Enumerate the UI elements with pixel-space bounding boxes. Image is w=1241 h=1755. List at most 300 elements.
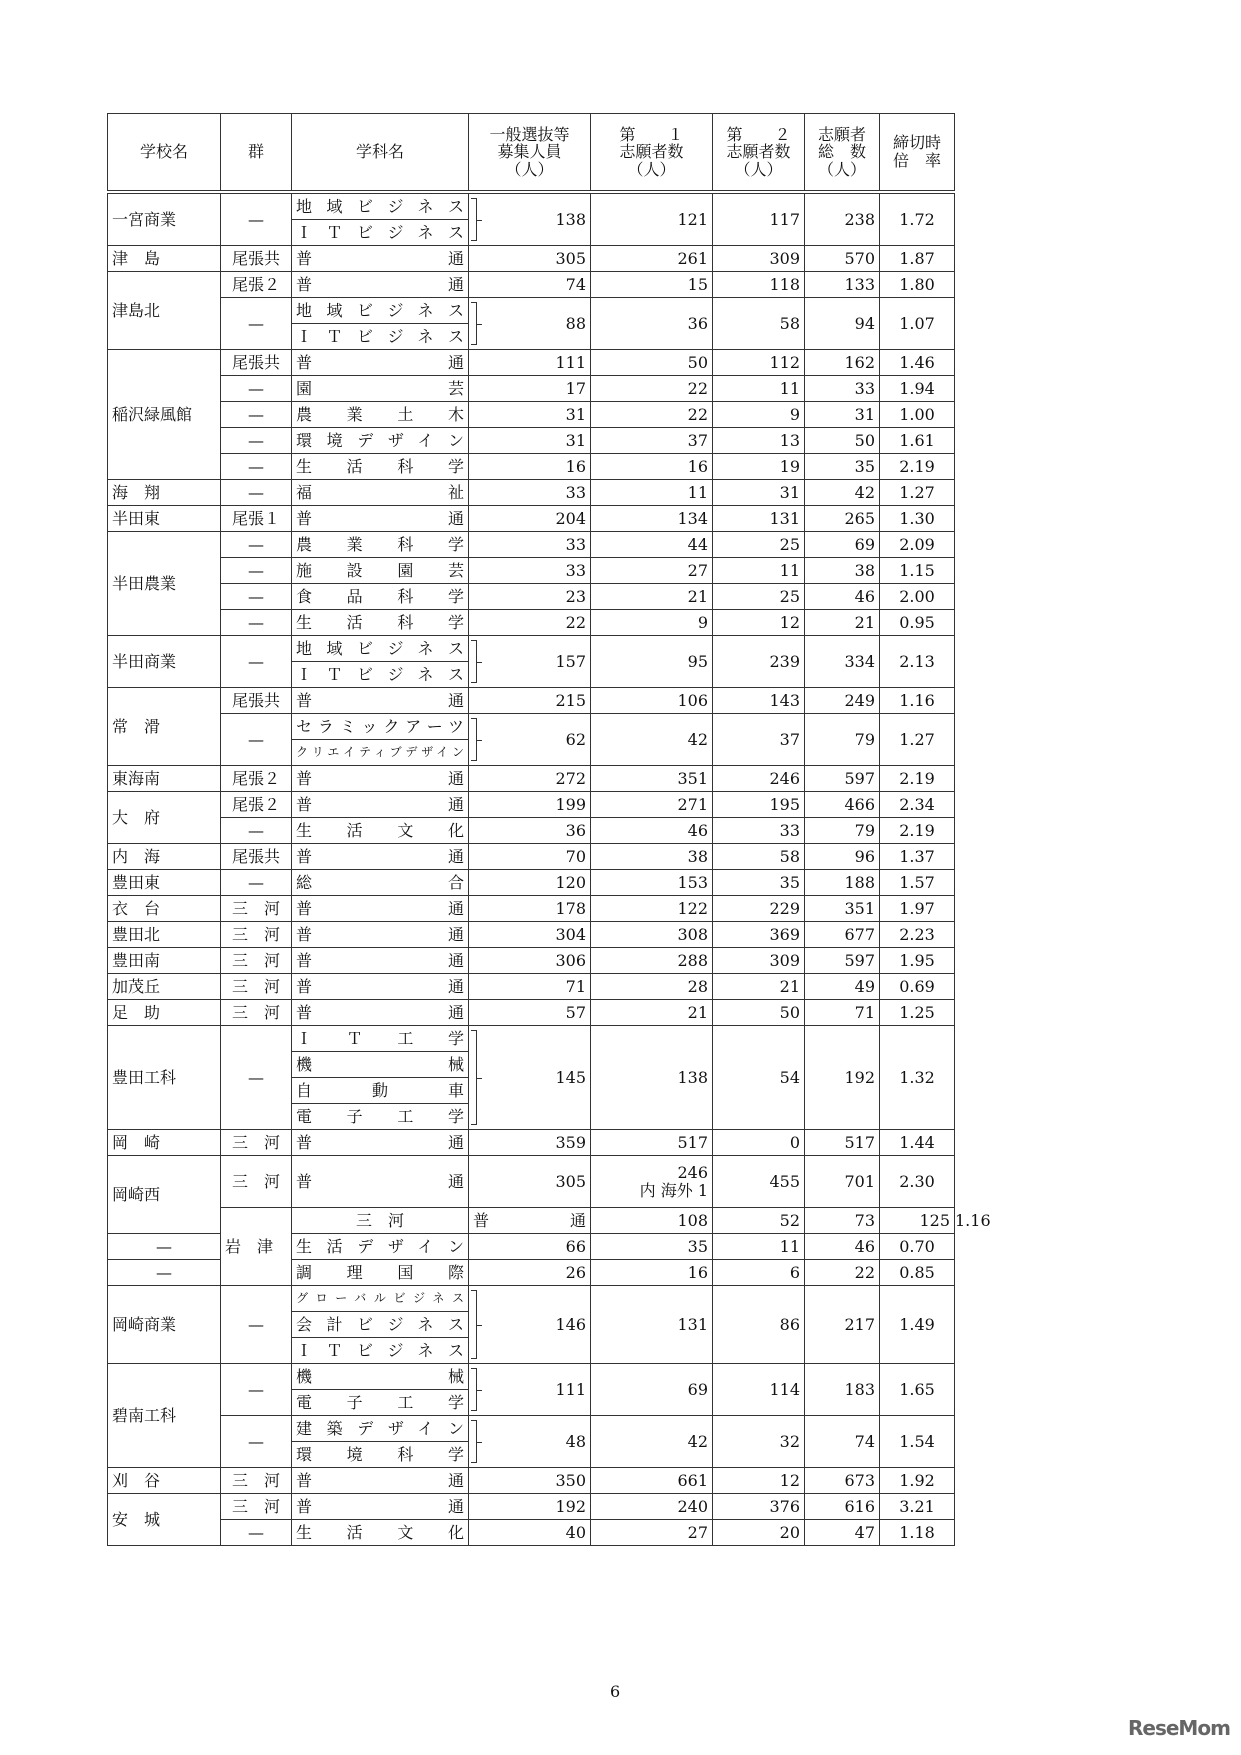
group-cell: — xyxy=(221,532,292,558)
recruit-count: 304 xyxy=(469,922,591,948)
second-choice-count: 246 xyxy=(713,766,805,792)
table-row xyxy=(108,610,955,636)
application-ratio: 1.95 xyxy=(880,948,955,974)
school-name: 津島北 xyxy=(108,272,221,350)
subject-cell: 普通 xyxy=(292,792,469,818)
second-choice-count: 32 xyxy=(713,1416,805,1468)
total-applicants: 69 xyxy=(805,532,880,558)
subject-cell: 生活デザイン xyxy=(292,1234,469,1260)
recruit-count: 350 xyxy=(469,1468,591,1494)
application-ratio: 3.21 xyxy=(880,1494,955,1520)
total-applicants: 673 xyxy=(805,1468,880,1494)
subject-cell: 普通 xyxy=(292,506,469,532)
group-cell: 三 河 xyxy=(221,1130,292,1156)
school-name: 岩 津 xyxy=(221,1208,292,1286)
first-choice-count: 517 xyxy=(591,1130,713,1156)
table-row xyxy=(108,818,955,844)
group-cell: — xyxy=(221,454,292,480)
header-subject xyxy=(292,114,469,193)
school-name: 海 翔 xyxy=(108,480,221,506)
school-name: 大 府 xyxy=(108,792,221,844)
total-applicants: 79 xyxy=(805,818,880,844)
total-applicants: 701 xyxy=(805,1156,880,1208)
school-name: 内 海 xyxy=(108,844,221,870)
header-label: 総 数 xyxy=(817,142,866,162)
subject-cell: 農業科学 xyxy=(292,532,469,558)
total-applicants: 217 xyxy=(805,1286,880,1364)
first-choice-count: 46 xyxy=(591,818,713,844)
recruit-count: 145 xyxy=(469,1026,591,1130)
subject-cell: 機械 xyxy=(292,1364,469,1390)
school-name: 東海南 xyxy=(108,766,221,792)
second-choice-count: 112 xyxy=(713,350,805,376)
table-row xyxy=(108,636,955,662)
first-choice-count: 15 xyxy=(591,272,713,298)
group-cell: 尾張２ xyxy=(221,792,292,818)
subject-cell: 普通 xyxy=(292,844,469,870)
table-row xyxy=(108,844,955,870)
first-choice-count: 121 xyxy=(591,192,713,246)
total-applicants: 38 xyxy=(805,558,880,584)
group-cell: 三 河 xyxy=(221,1468,292,1494)
second-choice-count: 12 xyxy=(713,1468,805,1494)
header-group xyxy=(221,114,292,193)
application-ratio: 1.18 xyxy=(880,1520,955,1546)
second-choice-count: 309 xyxy=(713,246,805,272)
total-applicants: 35 xyxy=(805,454,880,480)
first-choice-count: 131 xyxy=(591,1286,713,1364)
subject-cell: ＩＴビジネス xyxy=(292,662,469,688)
application-ratio: 1.92 xyxy=(880,1468,955,1494)
first-choice-count: 106 xyxy=(591,688,713,714)
group-cell: 三 河 xyxy=(292,1208,469,1234)
second-choice-count: 50 xyxy=(713,1000,805,1026)
second-choice-count: 239 xyxy=(713,636,805,688)
group-cell: 尾張２ xyxy=(221,766,292,792)
total-applicants: 188 xyxy=(805,870,880,896)
header-label: 学科名 xyxy=(355,142,404,162)
recruit-count: 215 xyxy=(469,688,591,714)
total-applicants: 597 xyxy=(805,948,880,974)
second-choice-count: 13 xyxy=(713,428,805,454)
second-choice-count: 11 xyxy=(713,558,805,584)
total-applicants: 133 xyxy=(805,272,880,298)
application-ratio: 2.34 xyxy=(880,792,955,818)
table-row xyxy=(108,246,955,272)
group-cell: — xyxy=(221,818,292,844)
school-name: 半田商業 xyxy=(108,636,221,688)
recruit-count: 33 xyxy=(469,558,591,584)
first-choice-note: 内 海外 1 xyxy=(639,1180,708,1200)
header-label: （人） xyxy=(505,159,554,179)
subject-cell: 普通 xyxy=(292,766,469,792)
total-applicants: 334 xyxy=(805,636,880,688)
recruit-count: 305 xyxy=(469,1156,591,1208)
first-choice-count: 36 xyxy=(591,298,713,350)
group-cell: 尾張２ xyxy=(221,272,292,298)
school-name: 衣 台 xyxy=(108,896,221,922)
subject-cell: 生活文化 xyxy=(292,818,469,844)
recruit-count: 57 xyxy=(469,1000,591,1026)
group-cell: 三 河 xyxy=(221,1494,292,1520)
subject-cell: 普通 xyxy=(292,246,469,272)
header-label: （人） xyxy=(627,159,676,179)
second-choice-count: 58 xyxy=(713,298,805,350)
group-cell: — xyxy=(221,558,292,584)
second-choice-count: 19 xyxy=(713,454,805,480)
first-choice-value: 246 xyxy=(677,1162,708,1182)
table-row xyxy=(108,1364,955,1390)
application-ratio: 2.30 xyxy=(880,1156,955,1208)
table-row xyxy=(108,766,955,792)
subject-cell: グローバルビジネス xyxy=(292,1286,469,1312)
second-choice-count: 25 xyxy=(713,532,805,558)
application-ratio: 1.46 xyxy=(880,350,955,376)
first-choice-count: 37 xyxy=(591,428,713,454)
application-ratio: 1.87 xyxy=(880,246,955,272)
total-applicants: 96 xyxy=(805,844,880,870)
second-choice-count: 37 xyxy=(713,714,805,766)
total-applicants: 162 xyxy=(805,350,880,376)
school-name: 岡崎商業 xyxy=(108,1286,221,1364)
total-applicants: 21 xyxy=(805,610,880,636)
group-cell: — xyxy=(108,1260,221,1286)
table-row xyxy=(108,1000,955,1026)
recruit-count: 31 xyxy=(469,428,591,454)
first-choice-count: 21 xyxy=(591,1000,713,1026)
total-applicants: 616 xyxy=(805,1494,880,1520)
group-cell: — xyxy=(221,298,292,350)
header-label: （人） xyxy=(734,159,783,179)
first-choice-count: 261 xyxy=(591,246,713,272)
header-label: 第 １ xyxy=(619,124,684,144)
subject-cell: 自動車 xyxy=(292,1078,469,1104)
first-choice-count: 38 xyxy=(591,844,713,870)
header-label: 一般選抜等 xyxy=(489,124,570,144)
second-choice-count: 455 xyxy=(713,1156,805,1208)
recruit-count: 62 xyxy=(469,714,591,766)
subject-cell: 地域ビジネス xyxy=(292,192,469,220)
header-school xyxy=(108,114,221,193)
table-row xyxy=(108,1026,955,1052)
group-cell: — xyxy=(221,192,292,246)
table-row xyxy=(108,1416,955,1442)
school-name: 半田東 xyxy=(108,506,221,532)
recruit-count: 26 xyxy=(469,1260,591,1286)
recruit-count: 178 xyxy=(469,896,591,922)
group-cell: — xyxy=(221,376,292,402)
application-ratio: 0.70 xyxy=(880,1234,955,1260)
first-choice-count: 95 xyxy=(591,636,713,688)
subject-cell: 農業土木 xyxy=(292,402,469,428)
recruit-count: 48 xyxy=(469,1416,591,1468)
group-cell: — xyxy=(221,870,292,896)
subject-cell: 普通 xyxy=(292,688,469,714)
subject-cell: 普通 xyxy=(292,1494,469,1520)
second-choice-count: 11 xyxy=(713,1234,805,1260)
total-applicants: 351 xyxy=(805,896,880,922)
application-ratio: 1.30 xyxy=(880,506,955,532)
subject-cell: 福祉 xyxy=(292,480,469,506)
group-cell: — xyxy=(108,1234,221,1260)
application-ratio: 1.94 xyxy=(880,376,955,402)
group-cell: — xyxy=(221,1416,292,1468)
header-label: 志願者数 xyxy=(619,142,684,162)
group-cell: — xyxy=(221,714,292,766)
second-choice-count: 117 xyxy=(713,192,805,246)
first-choice-count: 22 xyxy=(591,376,713,402)
application-ratio: 0.95 xyxy=(880,610,955,636)
recruit-count: 108 xyxy=(591,1208,713,1234)
subject-cell: 普通 xyxy=(292,350,469,376)
first-choice-count: 27 xyxy=(591,1520,713,1546)
group-cell: 三 河 xyxy=(221,1000,292,1026)
recruit-count: 31 xyxy=(469,402,591,428)
total-applicants: 265 xyxy=(805,506,880,532)
recruit-count: 22 xyxy=(469,610,591,636)
subject-cell: 電子工学 xyxy=(292,1104,469,1130)
table-row xyxy=(108,792,955,818)
school-name: 半田農業 xyxy=(108,532,221,636)
school-name: 刈 谷 xyxy=(108,1468,221,1494)
subject-cell: 普通 xyxy=(292,1156,469,1208)
header-label: 学校名 xyxy=(139,142,188,162)
second-choice-count: 58 xyxy=(713,844,805,870)
second-choice-count: 118 xyxy=(713,272,805,298)
page-number: 6 xyxy=(610,1682,621,1701)
group-cell: — xyxy=(221,402,292,428)
total-applicants: 50 xyxy=(805,428,880,454)
school-name: 足 助 xyxy=(108,1000,221,1026)
second-choice-count: 195 xyxy=(713,792,805,818)
table-row xyxy=(108,896,955,922)
second-choice-count: 229 xyxy=(713,896,805,922)
second-choice-count: 33 xyxy=(713,818,805,844)
subject-cell: 生活文化 xyxy=(292,1520,469,1546)
recruit-count: 40 xyxy=(469,1520,591,1546)
first-choice-count: 134 xyxy=(591,506,713,532)
recruit-count: 66 xyxy=(469,1234,591,1260)
recruit-count: 33 xyxy=(469,480,591,506)
application-ratio: 2.09 xyxy=(880,532,955,558)
school-name: 岡 崎 xyxy=(108,1130,221,1156)
first-choice-count: 661 xyxy=(591,1468,713,1494)
first-choice-count: 22 xyxy=(591,402,713,428)
header-total xyxy=(805,114,880,193)
second-choice-count: 25 xyxy=(713,584,805,610)
application-ratio: 1.27 xyxy=(880,480,955,506)
first-choice-count: 42 xyxy=(591,714,713,766)
recruit-count: 204 xyxy=(469,506,591,532)
first-choice-count: 52 xyxy=(713,1208,805,1234)
header-label: 締切時 xyxy=(892,133,941,153)
application-ratio: 1.00 xyxy=(880,402,955,428)
application-ratio: 1.80 xyxy=(880,272,955,298)
school-name: 豊田工科 xyxy=(108,1026,221,1130)
subject-cell: セラミックアーツ xyxy=(292,714,469,740)
second-choice-count: 0 xyxy=(713,1130,805,1156)
subject-cell: 普通 xyxy=(292,1468,469,1494)
group-cell: — xyxy=(221,480,292,506)
recruit-count: 138 xyxy=(469,192,591,246)
application-ratio: 1.27 xyxy=(880,714,955,766)
school-name: 一宮商業 xyxy=(108,192,221,246)
recruit-count: 36 xyxy=(469,818,591,844)
school-name: 常 滑 xyxy=(108,688,221,766)
header-label: 志願者数 xyxy=(726,142,791,162)
table-row xyxy=(108,1520,955,1546)
subject-cell: 普通 xyxy=(292,896,469,922)
subject-cell: 建築デザイン xyxy=(292,1416,469,1442)
second-choice-count: 376 xyxy=(713,1494,805,1520)
school-name: 岡崎西 xyxy=(108,1156,221,1234)
application-ratio: 1.16 xyxy=(880,688,955,714)
first-choice-count: 288 xyxy=(591,948,713,974)
table-row xyxy=(108,192,955,220)
total-applicants: 33 xyxy=(805,376,880,402)
header-label: 倍 率 xyxy=(892,151,941,170)
subject-cell: 環境デザイン xyxy=(292,428,469,454)
table-row xyxy=(108,1130,955,1156)
group-cell: 尾張共 xyxy=(221,688,292,714)
subject-cell: 普通 xyxy=(292,974,469,1000)
first-choice-count: 28 xyxy=(591,974,713,1000)
application-ratio: 1.32 xyxy=(880,1026,955,1130)
group-cell: 三 河 xyxy=(221,896,292,922)
recruit-count: 71 xyxy=(469,974,591,1000)
table-row xyxy=(108,688,955,714)
group-cell: 尾張１ xyxy=(221,506,292,532)
total-applicants: 47 xyxy=(805,1520,880,1546)
group-cell: 尾張共 xyxy=(221,350,292,376)
subject-cell: 地域ビジネス xyxy=(292,298,469,324)
first-choice-count: 351 xyxy=(591,766,713,792)
group-cell: 三 河 xyxy=(221,948,292,974)
application-ratio: 2.23 xyxy=(880,922,955,948)
total-applicants: 46 xyxy=(805,584,880,610)
application-ratio: 1.37 xyxy=(880,844,955,870)
application-ratio: 1.54 xyxy=(880,1416,955,1468)
group-cell: — xyxy=(221,428,292,454)
total-applicants: 677 xyxy=(805,922,880,948)
application-ratio: 1.65 xyxy=(880,1364,955,1416)
subject-cell: 普通 xyxy=(292,922,469,948)
subject-cell: 機械 xyxy=(292,1052,469,1078)
table-row xyxy=(108,922,955,948)
application-ratio: 1.97 xyxy=(880,896,955,922)
header-label: 志願者 xyxy=(817,124,866,144)
school-name: 加茂丘 xyxy=(108,974,221,1000)
recruit-count: 70 xyxy=(469,844,591,870)
application-ratio: 1.44 xyxy=(880,1130,955,1156)
school-name: 豊田東 xyxy=(108,870,221,896)
application-ratio: 0.69 xyxy=(880,974,955,1000)
application-ratio: 2.19 xyxy=(880,766,955,792)
subject-cell: ＩＴ工学 xyxy=(292,1026,469,1052)
table-row xyxy=(108,1156,955,1208)
header-recruit xyxy=(469,114,591,193)
total-applicants: 238 xyxy=(805,192,880,246)
subject-cell: 食品科学 xyxy=(292,584,469,610)
subject-cell: 環境科学 xyxy=(292,1442,469,1468)
second-choice-count: 54 xyxy=(713,1026,805,1130)
group-cell: 三 河 xyxy=(221,1156,292,1208)
second-choice-count: 73 xyxy=(805,1208,880,1234)
recruit-count: 111 xyxy=(469,350,591,376)
header-label: 募集人員 xyxy=(497,142,562,162)
group-cell: — xyxy=(221,1026,292,1130)
application-ratio: 1.15 xyxy=(880,558,955,584)
first-choice-count: 122 xyxy=(591,896,713,922)
table-row xyxy=(108,402,955,428)
table-body xyxy=(108,192,991,1546)
total-applicants: 42 xyxy=(805,480,880,506)
subject-cell: 園芸 xyxy=(292,376,469,402)
recruit-count: 157 xyxy=(469,636,591,688)
subject-cell: 施設園芸 xyxy=(292,558,469,584)
first-choice-count: 16 xyxy=(591,1260,713,1286)
first-choice-count: 11 xyxy=(591,480,713,506)
recruit-count: 192 xyxy=(469,1494,591,1520)
total-applicants: 74 xyxy=(805,1416,880,1468)
recruit-count: 23 xyxy=(469,584,591,610)
subject-cell: 生活科学 xyxy=(292,454,469,480)
subject-cell: クリエイティブデザイン xyxy=(292,740,469,766)
header-second xyxy=(713,114,805,193)
table-row xyxy=(108,454,955,480)
recruit-count: 305 xyxy=(469,246,591,272)
second-choice-count: 9 xyxy=(713,402,805,428)
first-choice-count: 21 xyxy=(591,584,713,610)
second-choice-count: 6 xyxy=(713,1260,805,1286)
group-cell: 三 河 xyxy=(221,922,292,948)
first-choice-count: 153 xyxy=(591,870,713,896)
second-choice-count: 20 xyxy=(713,1520,805,1546)
application-ratio: 2.00 xyxy=(880,584,955,610)
table-row xyxy=(108,584,955,610)
first-choice-count: 308 xyxy=(591,922,713,948)
header-label: （人） xyxy=(817,159,866,179)
school-name: 豊田北 xyxy=(108,922,221,948)
total-applicants: 517 xyxy=(805,1130,880,1156)
recruit-count: 359 xyxy=(469,1130,591,1156)
school-name: 豊田南 xyxy=(108,948,221,974)
group-cell: 尾張共 xyxy=(221,844,292,870)
application-ratio: 1.72 xyxy=(880,192,955,246)
table-row xyxy=(108,350,955,376)
first-choice-count: 138 xyxy=(591,1026,713,1130)
second-choice-count: 21 xyxy=(713,974,805,1000)
table-row xyxy=(108,1494,955,1520)
second-choice-count: 369 xyxy=(713,922,805,948)
watermark-logo: ReseMom xyxy=(1128,1716,1230,1740)
application-ratio: 1.07 xyxy=(880,298,955,350)
subject-cell: 地域ビジネス xyxy=(292,636,469,662)
table-row xyxy=(108,948,955,974)
header-ratio xyxy=(880,114,955,193)
recruit-count: 199 xyxy=(469,792,591,818)
total-applicants: 49 xyxy=(805,974,880,1000)
total-applicants: 31 xyxy=(805,402,880,428)
first-choice-count: 240 xyxy=(591,1494,713,1520)
subject-cell: 普通 xyxy=(292,1130,469,1156)
table-row xyxy=(108,480,955,506)
group-cell: — xyxy=(221,636,292,688)
total-applicants: 597 xyxy=(805,766,880,792)
group-cell: — xyxy=(221,1364,292,1416)
second-choice-count: 86 xyxy=(713,1286,805,1364)
total-applicants: 192 xyxy=(805,1026,880,1130)
